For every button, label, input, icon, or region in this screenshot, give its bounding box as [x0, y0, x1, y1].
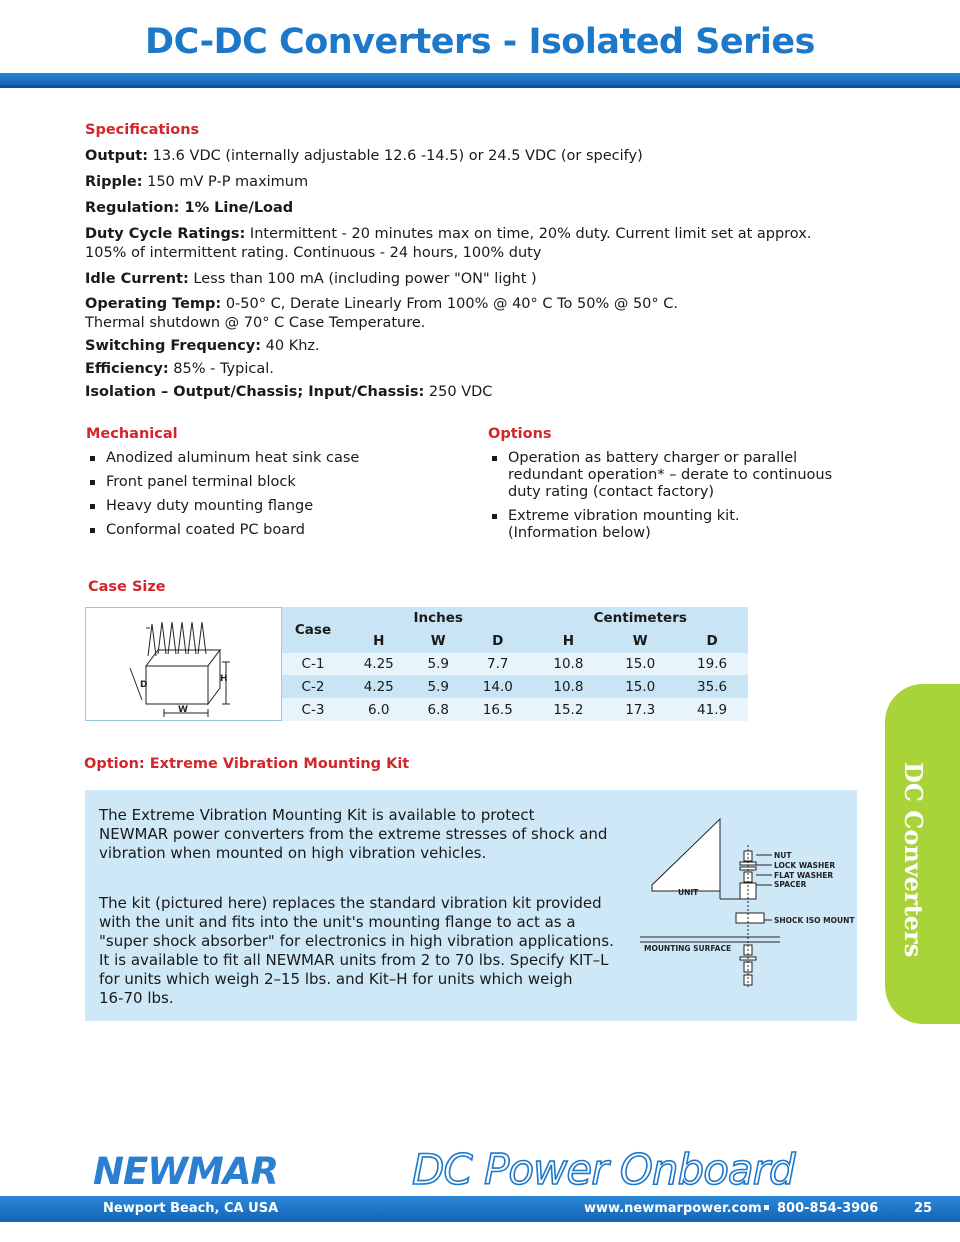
sub-header: W: [430, 633, 446, 650]
spec-efficiency: Efficiency: 85% - Typical.: [85, 361, 274, 377]
page-title: DC-DC Converters - Isolated Series: [145, 22, 815, 62]
sub-header: D: [706, 633, 718, 650]
spec-isolation: Isolation – Output/Chassis; Input/Chassis: 250 VDC: [85, 384, 493, 400]
vibration-paragraph-1: The Extreme Vibration Mounting Kit is available to protect NEWMAR power converters from the extreme stresses of shock and vibration when mounted on high vibration vehicles.: [99, 806, 608, 862]
case-dimension-diagram: [85, 607, 282, 721]
sub-header: H: [373, 633, 385, 650]
case-size-heading: Case Size: [88, 579, 166, 595]
side-tab-label: DC Converters: [899, 762, 928, 958]
options-heading: Options: [488, 426, 552, 442]
list-item: Front panel terminal block: [86, 474, 466, 491]
footer-location: Newport Beach, CA USA: [103, 1201, 279, 1216]
list-item: Extreme vibration mounting kit. (Information below): [488, 508, 878, 542]
flat-washer-label: FLAT WASHER: [774, 871, 834, 880]
spec-switching-frequency: Switching Frequency: 40 Khz.: [85, 338, 320, 354]
options-list: [488, 450, 878, 542]
lock-washer-label: LOCK WASHER: [774, 861, 836, 870]
options-section: [488, 426, 878, 549]
footer-separator: [764, 1205, 769, 1210]
height-label: H: [220, 674, 228, 684]
list-item: Anodized aluminum heat sink case: [86, 450, 466, 467]
newmar-logo: NEWMAR: [93, 1150, 278, 1193]
footer-phone: 800-854-3906: [777, 1201, 879, 1216]
list-item: Heavy duty mounting flange: [86, 498, 466, 515]
mounting-surface-label: MOUNTING SURFACE: [644, 944, 732, 953]
vibration-paragraph-2: The kit (pictured here) replaces the standard vibration kit provided with the unit and fits into the unit's mounting flange to act as a "super shock absorber" for electronics in high vibration applications. It is available to fit all NEWMAR units from 2 to 70 lbs. Specify KIT–L for units which weigh 2–15 lbs. and Kit–H for units which weigh 16-70 lbs.: [99, 894, 614, 1007]
case-column-header: Case: [294, 621, 332, 638]
table-row: C-3 6.0 6.8 16.5 15.2 17.3 41.9: [282, 698, 748, 721]
footer-website[interactable]: www.newmarpower.com: [584, 1201, 762, 1216]
sub-header: W: [632, 633, 648, 650]
spec-regulation: Regulation: 1% Line/Load: [85, 200, 294, 216]
mechanical-section: [86, 426, 466, 546]
tagline: DC Power Onboard: [412, 1145, 795, 1194]
mechanical-heading: Mechanical: [86, 426, 178, 442]
depth-label: D: [140, 680, 148, 690]
spec-ripple: Ripple: 150 mV P-P maximum: [85, 174, 309, 190]
spec-operating-temp: Operating Temp: 0-50° C, Derate Linearly From 100% @ 40° C To 50% @ 50° C. Thermal shutdown @ 70° C Case Temperature.: [85, 296, 678, 331]
shock-iso-mount-label: SHOCK ISO MOUNT: [774, 916, 855, 925]
specifications-heading: Specifications: [85, 122, 200, 138]
vibration-kit-heading: Option: Extreme Vibration Mounting Kit: [84, 756, 410, 772]
heat-sink-icon: [86, 608, 283, 722]
title-rule: [0, 73, 960, 88]
vibration-kit-panel: [85, 790, 857, 1021]
table-row: C-1 4.25 5.9 7.7 10.8 15.0 19.6: [282, 653, 748, 676]
mounting-kit-diagram: [640, 815, 855, 1015]
vibration-kit-description: [99, 806, 619, 1039]
width-label: W: [178, 705, 188, 715]
sub-header: D: [492, 633, 504, 650]
list-item: Conformal coated PC board: [86, 522, 466, 539]
spec-output: Output: 13.6 VDC (internally adjustable 12.6 -14.5) or 24.5 VDC (or specify): [85, 148, 643, 164]
nut-label: NUT: [774, 851, 792, 860]
footer-bar: [0, 1196, 960, 1222]
case-size-table: [282, 607, 748, 721]
mechanical-list: [86, 450, 466, 539]
spec-idle-current: Idle Current: Less than 100 mA (including power "ON" light ): [85, 271, 537, 287]
sub-header: H: [562, 633, 575, 650]
table-row: C-2 4.25 5.9 14.0 10.8 15.0 35.6: [301, 678, 728, 695]
unit-label: UNIT: [678, 888, 699, 897]
spacer-label: SPACER: [774, 880, 807, 889]
section-side-tab: [885, 684, 960, 1024]
page-number: 25: [914, 1201, 933, 1216]
list-item: Operation as battery charger or parallel redundant operation* – derate to continuous duty rating (contact factory): [488, 450, 878, 501]
centimeters-header: Centimeters: [593, 610, 687, 627]
inches-header: Inches: [413, 610, 463, 627]
spec-duty-cycle: Duty Cycle Ratings: Intermittent - 20 minutes max on time, 20% duty. Current limit set at approx. 105% of intermittent rating. Continuous - 24 hours, 100% duty: [85, 226, 812, 261]
case-size-panel: [85, 607, 748, 721]
